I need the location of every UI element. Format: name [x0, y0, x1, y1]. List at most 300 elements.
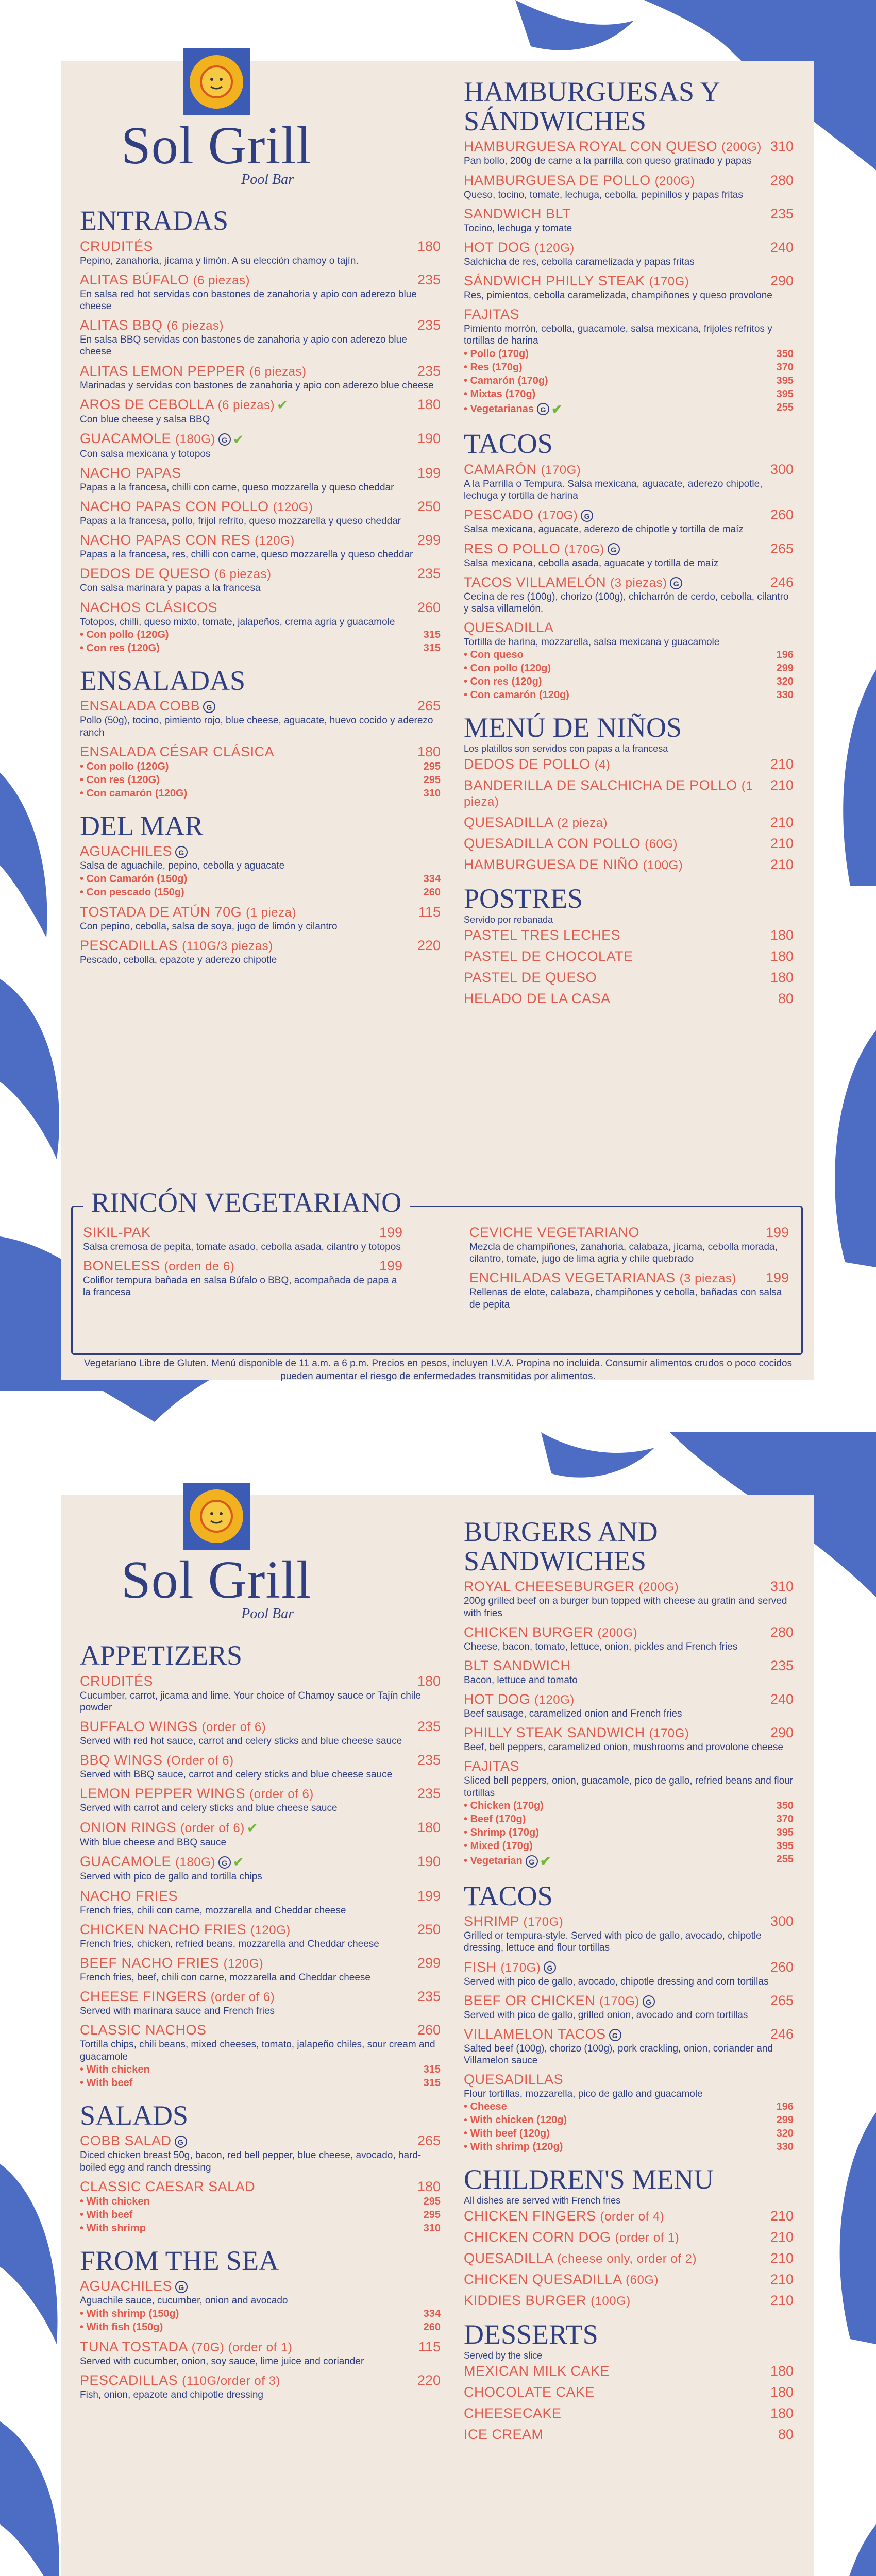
option-name: • Cheese	[464, 2101, 507, 2113]
menu-item-price: 180	[770, 2405, 794, 2421]
option-price: 395	[776, 388, 794, 400]
menu-item-portion: (order of 6)	[210, 1990, 275, 2005]
menu-item-option	[80, 2222, 441, 2235]
veggie-title: RINCÓN VEGETARIANO	[83, 1187, 410, 1218]
menu-item-row	[80, 566, 441, 582]
menu-item-row	[80, 1922, 441, 1938]
menu-item	[469, 1270, 789, 1310]
menu-item-option	[80, 2195, 441, 2208]
menu-item	[464, 2405, 794, 2421]
menu-item	[80, 465, 441, 494]
menu-item	[464, 836, 794, 852]
menu-item	[80, 600, 441, 655]
section-title: TACOS	[464, 428, 553, 460]
menu-item-name: PASTEL DE QUESO	[464, 969, 597, 985]
menu-item-row	[80, 938, 441, 954]
menu-item-price: 199	[765, 1270, 789, 1286]
option-price: 315	[423, 642, 441, 654]
sun-logo-icon	[178, 1478, 255, 1555]
menu-item-portion: (120G)	[250, 1923, 291, 1937]
menu-item-price: 190	[417, 431, 441, 447]
menu-item-name: QUESADILLA	[464, 620, 554, 636]
menu-item	[80, 1854, 441, 1883]
menu-item-portion: (110G/order of 3)	[182, 2374, 280, 2388]
menu-item-row	[464, 574, 794, 590]
menu-item-row	[464, 2405, 794, 2421]
menu-item-row	[464, 756, 794, 772]
menu-item-portion: (170G)	[599, 1994, 639, 2008]
menu-item-name: FAJITAS	[464, 1758, 520, 1774]
menu-item-row	[464, 462, 794, 478]
menu-item-price: 210	[770, 756, 794, 772]
menu-item-description: Tortilla chips, chili beans, mixed cheeses, tomato, jalapeño chiles, sour cream and guacamole	[80, 2039, 435, 2062]
menu-item-name: GUACAMOLE (180G) G ✔	[80, 1854, 245, 1870]
menu-item-price: 300	[770, 1913, 794, 1929]
menu-item-description: Cecina de res (100g), chorizo (100g), chicharrón de cerdo, cebolla, cilantro y salsa villamelón.	[464, 591, 789, 614]
menu-item-name: CHICKEN QUESADILLA (60G)	[464, 2272, 659, 2287]
menu-item	[464, 991, 794, 1007]
menu-item	[80, 1786, 441, 1814]
option-price: 315	[423, 629, 441, 640]
menu-item-name: LEMON PEPPER WINGS (order of 6)	[80, 1786, 314, 1802]
menu-item-option	[80, 2208, 441, 2222]
menu-item-name: FAJITAS	[464, 307, 520, 323]
menu-item-description: Aguachile sauce, cucumber, onion and avocado	[80, 2295, 288, 2307]
menu-item	[80, 1922, 441, 1950]
gluten-free-icon: G	[218, 433, 231, 446]
menu-item-name: SHRIMP (170G)	[464, 1913, 564, 1929]
option-name: • Beef (170g)	[464, 1813, 526, 1825]
menu-item-price: 299	[417, 532, 441, 548]
menu-item-price: 80	[778, 2426, 794, 2442]
menu-item	[464, 2293, 794, 2309]
menu-item-name: CHICKEN CORN DOG (order of 1)	[464, 2229, 680, 2245]
section-title: POSTRES	[464, 883, 583, 914]
menu-item-portion: (120G)	[534, 241, 575, 255]
menu-item-description: Bacon, lettuce and tomato	[464, 1674, 578, 1686]
menu-item-description: Con pepino, cebolla, salsa de soya, jugo de limón y cilantro	[80, 921, 338, 932]
menu-item-price: 310	[770, 139, 794, 155]
option-name: • Con pollo (120G)	[80, 629, 169, 640]
menu-item-name: NACHO PAPAS	[80, 465, 181, 481]
menu-item-description: Papas a la francesa, res, chilli con carne, queso mozzarella y queso cheddar	[80, 549, 413, 561]
option-price: 370	[776, 1813, 794, 1825]
menu-item-name: SÁNDWICH PHILLY STEAK (170G)	[464, 273, 689, 289]
option-name: • With shrimp (150g)	[80, 2308, 179, 2319]
menu-item	[80, 2339, 441, 2367]
section-title: FROM THE SEA	[80, 2245, 279, 2276]
menu-item-row	[464, 1658, 794, 1674]
menu-item	[80, 566, 441, 594]
menu-item	[464, 1725, 794, 1753]
option-price: 295	[423, 774, 441, 786]
option-name: • Mixtas (170g)	[464, 388, 536, 400]
menu-item-description: En salsa red hot servidas con bastones de zanahoria y apio con aderezo blue cheese	[80, 289, 417, 312]
menu-item	[80, 1719, 441, 1747]
menu-item-row	[80, 465, 441, 481]
menu-item-description: 200g grilled beef on a burger bun topped with cheese au gratin and served with fries	[464, 1596, 787, 1619]
menu-item-price: 180	[770, 969, 794, 985]
option-name: • With shrimp	[80, 2222, 146, 2234]
menu-item	[80, 2278, 441, 2333]
menu-item-option	[464, 2100, 794, 2113]
option-price: 320	[776, 2128, 794, 2140]
menu-item-description: With blue cheese and BBQ sauce	[80, 1837, 227, 1848]
menu-item-name: RES O POLLO (170G) G	[464, 541, 620, 557]
menu-item-option	[464, 1839, 794, 1853]
menu-item-name: BUFFALO WINGS (order of 6)	[80, 1719, 266, 1735]
vegetarian-leaf-icon: ✔	[540, 1853, 551, 1869]
menu-item	[469, 1225, 789, 1265]
section-title: SALADS	[80, 2099, 189, 2131]
menu-item-name: ALITAS BBQ (6 piezas)	[80, 317, 224, 333]
menu-item-price: 180	[417, 238, 441, 254]
gluten-free-icon: G	[643, 1995, 655, 2008]
menu-item-portion: (70G) (order of 1)	[191, 2340, 293, 2354]
option-price: 320	[776, 676, 794, 688]
menu-item-option	[80, 787, 441, 800]
option-name: • Con camarón (120G)	[80, 787, 188, 799]
menu-item-description: Pepino, zanahoria, jícama y limón. A su elección chamoy o tajín.	[80, 255, 359, 266]
menu-column-right-es	[464, 77, 794, 1012]
menu-item	[80, 1989, 441, 2017]
menu-item-price: 180	[417, 743, 441, 759]
menu-item-name: HAMBURGUESA DE NIÑO (100G)	[464, 856, 683, 872]
option-name: • With beef	[80, 2209, 133, 2221]
menu-item	[464, 948, 794, 964]
gluten-free-icon: G	[609, 2029, 621, 2041]
menu-item-option	[464, 1799, 794, 1812]
menu-item-option	[464, 648, 794, 662]
menu-item-row	[80, 744, 441, 760]
brand-tagline: Pool Bar	[241, 1606, 294, 1622]
menu-item-name: QUESADILLA CON POLLO (60G)	[464, 835, 678, 851]
menu-item-price: 180	[417, 1819, 441, 1835]
menu-item-description: Pan bollo, 200g de carne a la parrilla con queso gratinado y papas	[464, 156, 752, 167]
menu-item-description: French fries, chicken, refried beans, mozzarella and Cheddar cheese	[80, 1938, 379, 1950]
menu-item-row	[464, 1913, 794, 1929]
menu-item-option	[80, 2307, 441, 2320]
menu-item-price: 246	[770, 574, 794, 590]
menu-item-description: Queso, tocino, tomate, lechuga, cebolla, pepinillos y papas fritas	[464, 189, 743, 200]
menu-item-price: 235	[417, 1786, 441, 1802]
menu-item-description: Salchicha de res, cebolla caramelizada y papas fritas	[464, 256, 695, 267]
option-name: • Con res (120g)	[464, 676, 542, 688]
menu-item-name: CRUDITÉS	[80, 238, 154, 254]
menu-item-name: CLASSIC NACHOS	[80, 2022, 207, 2038]
menu-item-row	[464, 777, 794, 809]
menu-item-row	[80, 843, 441, 859]
menu-item-row	[80, 1989, 441, 2005]
menu-item-option	[80, 773, 441, 787]
menu-item-description: Cucumber, carrot, jicama and lime. Your choice of Chamoy sauce or Tajín chile powder	[80, 1690, 421, 1713]
menu-item	[80, 2133, 441, 2173]
menu-item-portion: (120G)	[273, 500, 313, 514]
menu-item-row	[464, 927, 794, 943]
footer-note-es: Vegetariano Libre de Gluten. Menú disponible de 11 a.m. a 6 p.m. Precios en pesos, incluyen I.V.A. Propina no incluida. Consumir alimentos crudos o poco cocidos pueden aumentar el riesgo de enfermedades transmitidas por alimentos.	[83, 1358, 793, 1382]
menu-item-name: VILLAMELON TACOS G	[464, 2026, 621, 2042]
menu-item-name: CRUDITÉS	[80, 1673, 154, 1689]
menu-item-row	[464, 2026, 794, 2042]
menu-item-option	[464, 361, 794, 374]
section-note: Los platillos son servidos con papas a la francesa	[464, 743, 668, 754]
menu-item-description: Served with pico de gallo, avocado, chipotle dressing and corn tortillas	[464, 1976, 769, 1987]
menu-item	[464, 507, 794, 535]
menu-item-price: 180	[770, 948, 794, 964]
menu-item-price: 199	[417, 465, 441, 481]
menu-item-name: CHOCOLATE CAKE	[464, 2384, 595, 2400]
menu-item	[464, 620, 794, 702]
menu-item	[80, 2022, 441, 2089]
option-price: 334	[423, 873, 441, 885]
menu-item-option	[464, 1812, 794, 1826]
menu-item-description: Con salsa marinara y papas a la francesa	[80, 583, 261, 594]
gluten-free-icon: G	[537, 403, 549, 415]
option-price: 350	[776, 1800, 794, 1811]
menu-item-description: Rellenas de elote, calabaza, champiñones y cebolla, bañadas con salsa de pepita	[469, 1287, 782, 1310]
menu-item-name: ENCHILADAS VEGETARIANAS (3 piezas)	[469, 1270, 736, 1286]
menu-item-name: ONION RINGS (order of 6) ✔	[80, 1819, 259, 1836]
menu-item-description: Coliflor tempura bañada en salsa Búfalo o BBQ, acompañada de papa a la francesa	[83, 1275, 397, 1298]
menu-item-portion: (170G)	[537, 509, 578, 523]
option-price: 315	[423, 2063, 441, 2075]
menu-item-description: A la Parrilla o Tempura. Salsa mexicana, aguacate, aderezo chipotle, lechuga y tortilla de harina	[464, 479, 763, 502]
menu-item-row	[464, 139, 794, 155]
menu-item-row	[83, 1258, 402, 1274]
menu-item-portion: (120G)	[255, 534, 295, 548]
menu-item-name: NACHO PAPAS CON RES (120G)	[80, 532, 295, 548]
menu-item-row	[80, 2022, 441, 2038]
option-name: • Con res (120G)	[80, 774, 160, 786]
menu-item-name: NACHO FRIES	[80, 1888, 178, 1904]
menu-item-price: 180	[770, 2384, 794, 2400]
menu-item-name: BANDERILLA DE SALCHICHA DE POLLO (1 pieza)	[464, 777, 753, 809]
menu-item-description: Con blue cheese y salsa BBQ	[80, 414, 210, 426]
section-note: Served by the slice	[464, 2350, 543, 2361]
option-name: • Mixed (170g)	[464, 1840, 533, 1852]
option-name: • Res (170g)	[464, 361, 523, 373]
menu-item-portion: (200G)	[654, 174, 695, 188]
menu-item-portion: (6 piezas)	[166, 319, 224, 333]
menu-item-option	[464, 2140, 794, 2154]
menu-item-portion: (order of 4)	[600, 2210, 665, 2224]
menu-item-row	[83, 1225, 402, 1241]
menu-item-portion: (180G)	[175, 432, 215, 447]
menu-item	[464, 206, 794, 234]
section-note: All dishes are served with French fries	[464, 2195, 621, 2206]
menu-item-row	[464, 1725, 794, 1741]
gluten-free-icon: G	[608, 543, 620, 555]
menu-item-row	[464, 206, 794, 222]
option-name: • With beef	[80, 2077, 133, 2089]
menu-item-price: 210	[770, 2229, 794, 2245]
menu-item	[80, 843, 441, 899]
menu-item-row	[80, 239, 441, 255]
menu-item-row	[80, 1955, 441, 1971]
section-title: HAMBURGUESAS Y SÁNDWICHES	[464, 76, 719, 137]
menu-item-portion: (170G)	[564, 542, 604, 556]
menu-item	[464, 307, 794, 418]
menu-item-option	[464, 374, 794, 387]
menu-item-portion: (110G/3 piezas)	[182, 939, 273, 953]
option-name: • Con res (120G)	[80, 642, 160, 654]
option-price: 255	[776, 1853, 794, 1865]
menu-item-portion: (60G)	[645, 837, 678, 851]
menu-item-portion: (120G)	[534, 1693, 575, 1707]
menu-item	[464, 2250, 794, 2266]
menu-item-row	[464, 948, 794, 964]
menu-item-description: Grilled or tempura-style. Served with pico de gallo, avocado, chipotle dressing, lettuce and flour tortillas	[464, 1930, 762, 1954]
menu-item-description: Flour tortillas, mozzarella, pico de gallo and guacamole	[464, 2089, 703, 2100]
menu-item	[464, 173, 794, 201]
menu-item	[80, 532, 441, 561]
menu-item-description: French fries, chili con carne, mozzarella and Cheddar cheese	[80, 1905, 346, 1916]
menu-item-row	[80, 2278, 441, 2294]
menu-item-row	[464, 857, 794, 873]
menu-item	[464, 2272, 794, 2287]
veggie-box-es	[71, 1187, 803, 1355]
menu-item	[80, 1752, 441, 1781]
menu-item	[464, 2384, 794, 2400]
menu-item	[80, 2179, 441, 2235]
gluten-free-icon: G	[175, 846, 188, 858]
option-price: 299	[776, 663, 794, 674]
menu-item-row	[464, 541, 794, 557]
menu-item-price: 180	[417, 2178, 441, 2194]
menu-item-price: 265	[417, 2133, 441, 2149]
menu-item-name: HAMBURGUESA DE POLLO (200G)	[464, 172, 695, 188]
option-price: 295	[423, 2209, 441, 2221]
menu-item-row	[80, 2372, 441, 2388]
menu-item-price: 210	[770, 2250, 794, 2266]
section-title: APPETIZERS	[80, 1640, 243, 1671]
menu-item-row	[464, 2208, 794, 2224]
gluten-free-icon: G	[526, 1855, 538, 1868]
menu-item-description: Served with carrot and celery sticks and blue cheese sauce	[80, 1803, 338, 1814]
menu-item-name: TACOS VILLAMELÓN (3 piezas) G	[464, 574, 682, 590]
menu-item-portion: (200G)	[638, 1580, 679, 1595]
menu-item-price: 235	[417, 363, 441, 379]
menu-item-row	[464, 620, 794, 636]
menu-item-portion: (60G)	[626, 2273, 659, 2287]
menu-item-price: 235	[417, 1719, 441, 1735]
option-price: 255	[776, 401, 794, 413]
menu-item-price: 235	[770, 206, 794, 222]
menu-item-portion: (170G)	[500, 1960, 541, 1975]
menu-item-option	[464, 2127, 794, 2140]
section-title: ENTRADAS	[80, 205, 229, 236]
menu-item-price: 180	[417, 1673, 441, 1689]
menu-item	[80, 904, 441, 933]
menu-item	[83, 1225, 402, 1253]
menu-item	[80, 431, 441, 460]
menu-item-price: 199	[417, 1888, 441, 1904]
menu-item	[80, 239, 441, 267]
menu-item-name: BEEF NACHO FRIES (120G)	[80, 1955, 264, 1971]
menu-item-price: 180	[770, 927, 794, 943]
vegetarian-leaf-icon: ✔	[277, 397, 289, 413]
menu-item-description: Served with marinara sauce and French fries	[80, 2006, 275, 2017]
menu-item-row	[80, 2179, 441, 2195]
menu-item-option	[80, 2076, 441, 2090]
option-price: 330	[776, 2141, 794, 2153]
option-price: 310	[423, 787, 441, 799]
brand-name: Sol Grill	[121, 116, 312, 175]
menu-item-name: QUESADILLA (2 pieza)	[464, 814, 608, 830]
menu-item-name: SANDWICH BLT	[464, 206, 571, 222]
menu-item	[464, 1993, 794, 2021]
menu-item	[464, 1913, 794, 1954]
menu-item-name: TUNA TOSTADA (70G) (order of 1)	[80, 2338, 293, 2354]
menu-item	[80, 2372, 441, 2401]
menu-item-portion: (200G)	[721, 140, 762, 155]
menu-item	[80, 1888, 441, 1917]
menu-item-price: 210	[770, 2293, 794, 2309]
menu-item-portion: (170G)	[649, 275, 689, 289]
menu-item	[464, 139, 794, 167]
menu-item-description: Papas a la francesa, chilli con carne, queso mozzarella y queso cheddar	[80, 482, 394, 493]
menu-item-portion: (6 piezas)	[193, 273, 250, 287]
menu-item-price: 246	[770, 2026, 794, 2042]
menu-item-price: 115	[418, 904, 441, 920]
menu-item-name: PESCADO (170G) G	[464, 507, 593, 523]
menu-item-price: 210	[770, 2208, 794, 2224]
option-name: • Vegetarianas G ✔	[464, 401, 563, 418]
section-title: TACOS	[464, 1880, 553, 1911]
menu-item-name: CHICKEN BURGER (200G)	[464, 1624, 638, 1640]
menu-item-price: 240	[770, 1691, 794, 1707]
menu-item	[80, 397, 441, 426]
menu-item-price: 235	[417, 566, 441, 582]
menu-item-portion: (200G)	[597, 1625, 638, 1640]
veggie-column-right	[469, 1225, 789, 1316]
menu-item-portion: (170G)	[649, 1726, 689, 1741]
menu-item-row	[464, 2250, 794, 2266]
vegetarian-leaf-icon: ✔	[551, 401, 563, 417]
menu-item-name: ICE CREAM	[464, 2426, 544, 2442]
menu-item-name: PHILLY STEAK SANDWICH (170G)	[464, 1725, 689, 1741]
menu-item-row	[80, 698, 441, 714]
menu-item-row	[80, 272, 441, 288]
menu-item-description: Served with pico de gallo and tortilla chips	[80, 1871, 262, 1883]
gluten-free-icon: G	[175, 2281, 188, 2293]
menu-item-name: ENSALADA CÉSAR CLÁSICA	[80, 743, 275, 759]
menu-item-name: CHEESECAKE	[464, 2405, 562, 2421]
menu-item	[464, 273, 794, 301]
menu-item-row	[469, 1225, 789, 1241]
menu-item-name: BBQ WINGS (Order of 6)	[80, 1752, 234, 1768]
logo	[108, 1478, 325, 1622]
section-title: DEL MAR	[80, 810, 204, 841]
menu-item-portion: (order of 6)	[201, 1720, 266, 1735]
menu-item	[83, 1258, 402, 1298]
menu-item-name: CEVICHE VEGETARIANO	[469, 1225, 640, 1240]
menu-item-row	[80, 904, 441, 920]
menu-item-price: 260	[770, 507, 794, 523]
menu-item-name: BLT SANDWICH	[464, 1657, 571, 1673]
menu-item	[464, 1758, 794, 1870]
menu-item-portion: (120G)	[223, 1956, 264, 1971]
menu-item-name: BONELESS (orden de 6)	[83, 1258, 235, 1274]
menu-item-option	[80, 886, 441, 899]
menu-item-row	[464, 2272, 794, 2287]
menu-item	[464, 2363, 794, 2379]
menu-item-row	[464, 836, 794, 852]
menu-item-row	[80, 1888, 441, 1904]
menu-item-row	[464, 240, 794, 256]
gluten-free-icon: G	[581, 510, 593, 522]
menu-item-row	[80, 363, 441, 379]
